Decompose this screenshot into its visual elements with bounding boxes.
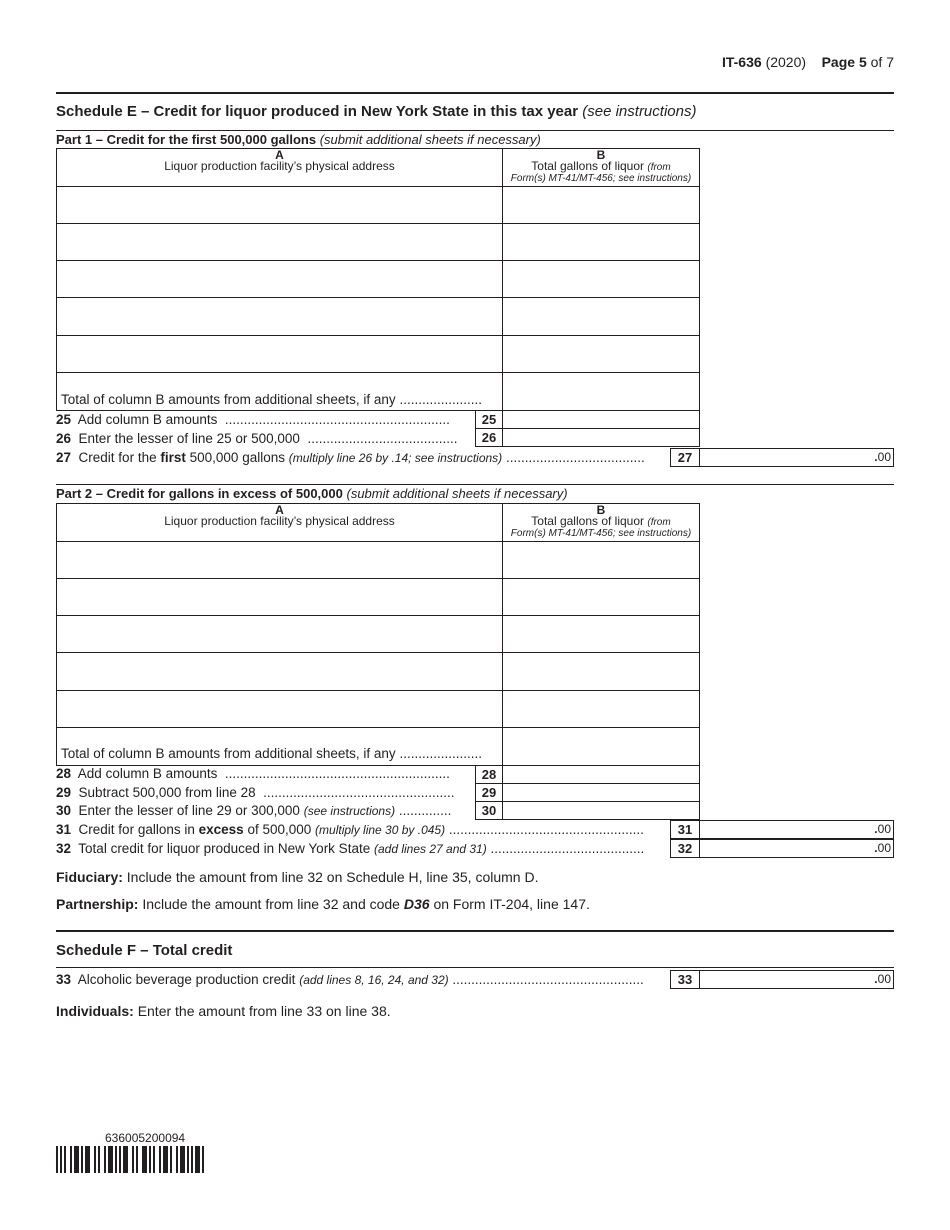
- form-id: IT-636: [721, 54, 762, 70]
- line-27-box-label: 27: [670, 448, 700, 467]
- part2-additional-label: Total of column B amounts from additional sheets, if any ......................: [61, 746, 482, 761]
- line-30-box-label: 30: [475, 801, 503, 820]
- part2-gallons-input-3[interactable]: [503, 616, 699, 652]
- part2-address-input-3[interactable]: [57, 616, 502, 652]
- line-30-input[interactable]: [502, 801, 700, 820]
- line-31-cents: 00: [877, 822, 891, 836]
- line-28-box-label: 28: [475, 765, 503, 784]
- page-of: of 7: [870, 54, 894, 70]
- part1-gallons-input-2[interactable]: [503, 224, 699, 260]
- part1-gallons-input-1[interactable]: [503, 187, 699, 223]
- line-29-input[interactable]: [502, 783, 700, 802]
- part1-address-input-3[interactable]: [57, 261, 502, 297]
- individuals-note: Individuals: Enter the amount from line 33 on line 38.: [56, 1003, 391, 1019]
- line-27-cents: 00: [877, 450, 891, 464]
- line-32-input[interactable]: .00: [699, 839, 894, 858]
- schedule-f-underline: [56, 967, 894, 968]
- line-31-input[interactable]: .00: [699, 820, 894, 839]
- part2-additional-input[interactable]: [503, 728, 699, 765]
- line-33: 33 Alcoholic beverage production credit (add lines 8, 16, 24, and 32) ...................................................: [56, 972, 644, 987]
- line-30: 30 Enter the lesser of line 29 or 300,000 (see instructions) ..............: [56, 803, 452, 818]
- part2-top-rule: [56, 484, 894, 485]
- part2-address-input-1[interactable]: [57, 542, 502, 578]
- line-26-box-label: 26: [475, 428, 503, 447]
- part1-address-input-4[interactable]: [57, 298, 502, 335]
- page-header: [722, 54, 894, 70]
- line-32: 32 Total credit for liquor produced in New York State (add lines 27 and 31) .........................................: [56, 841, 645, 856]
- line-29-box-label: 29: [475, 783, 503, 802]
- fiduciary-note: Fiduciary: Include the amount from line 32 on Schedule H, line 35, column D.: [56, 869, 539, 885]
- line-28-input[interactable]: [502, 765, 700, 784]
- schedule-e-title: Schedule E – Credit for liquor produced in New York State in this tax year (see instructions): [56, 103, 697, 120]
- part2-col-b-header: B Total gallons of liquor (from Form(s) MT-41/MT-456; see instructions): [510, 503, 692, 539]
- part2-gallons-input-4[interactable]: [503, 653, 699, 690]
- part1-address-input-1[interactable]: [57, 187, 502, 223]
- line-31-box-label: 31: [670, 820, 700, 839]
- barcode-number: 636005200094: [105, 1131, 186, 1145]
- partnership-note: Partnership: Include the amount from line 32 and code D36 on Form IT-204, line 147.: [56, 896, 590, 912]
- line-25: 25 Add column B amounts ............................................................: [56, 412, 450, 427]
- part1-col-b-header: B Total gallons of liquor (from Form(s) MT-41/MT-456; see instructions): [510, 148, 692, 184]
- line-26: 26 Enter the lesser of line 25 or 500,000 ........................................: [56, 431, 458, 446]
- schedule-f-title: Schedule F – Total credit: [56, 942, 233, 959]
- line-31: 31 Credit for gallons in excess of 500,000 (multiply line 30 by .045) ....................................................: [56, 822, 644, 837]
- part2-title: Part 2 – Credit for gallons in excess of 500,000 (submit additional sheets if necessary): [56, 486, 568, 501]
- line-27-input[interactable]: .00: [699, 448, 894, 467]
- line-25-box-label: 25: [475, 410, 503, 429]
- part1-additional-label: Total of column B amounts from additional sheets, if any ......................: [61, 392, 482, 407]
- line-33-cents: 00: [877, 972, 891, 986]
- line-28: 28 Add column B amounts ............................................................: [56, 766, 450, 781]
- part1-gallons-input-5[interactable]: [503, 336, 699, 372]
- barcode-image: [56, 1146, 204, 1173]
- part1-additional-input[interactable]: [503, 373, 699, 410]
- line-32-box-label: 32: [670, 839, 700, 858]
- line-29: 29 Subtract 500,000 from line 28 ...................................................: [56, 785, 455, 800]
- schedule-f-rule: [56, 930, 894, 932]
- line-27: 27 Credit for the first 500,000 gallons (multiply line 26 by .14; see instructions) .....................................: [56, 450, 645, 465]
- part2-gallons-input-5[interactable]: [503, 691, 699, 727]
- line-33-input[interactable]: .00: [699, 970, 894, 989]
- line-25-input[interactable]: [502, 410, 700, 429]
- part1-gallons-input-3[interactable]: [503, 261, 699, 297]
- part2-gallons-input-1[interactable]: [503, 542, 699, 578]
- top-rule: [56, 92, 894, 94]
- line-32-cents: 00: [877, 841, 891, 855]
- schedule-e-rule: [56, 130, 894, 131]
- part2-gallons-input-2[interactable]: [503, 579, 699, 615]
- part1-col-a-header: A Liquor production facility’s physical address: [164, 148, 395, 173]
- part2-address-input-4[interactable]: [57, 653, 502, 690]
- page-number: 5: [858, 54, 867, 70]
- page-label: Page: [821, 54, 856, 70]
- form-year: (2020): [765, 54, 807, 70]
- part1-title: Part 1 – Credit for the first 500,000 gallons (submit additional sheets if necessary): [56, 132, 541, 147]
- line-33-box-label: 33: [670, 970, 700, 989]
- part2-address-input-2[interactable]: [57, 579, 502, 615]
- part2-address-input-5[interactable]: [57, 691, 502, 727]
- part2-col-a-header: A Liquor production facility’s physical address: [164, 503, 395, 528]
- part1-address-input-5[interactable]: [57, 336, 502, 372]
- line-26-input[interactable]: [502, 428, 700, 447]
- part1-gallons-input-4[interactable]: [503, 298, 699, 335]
- part1-address-input-2[interactable]: [57, 224, 502, 260]
